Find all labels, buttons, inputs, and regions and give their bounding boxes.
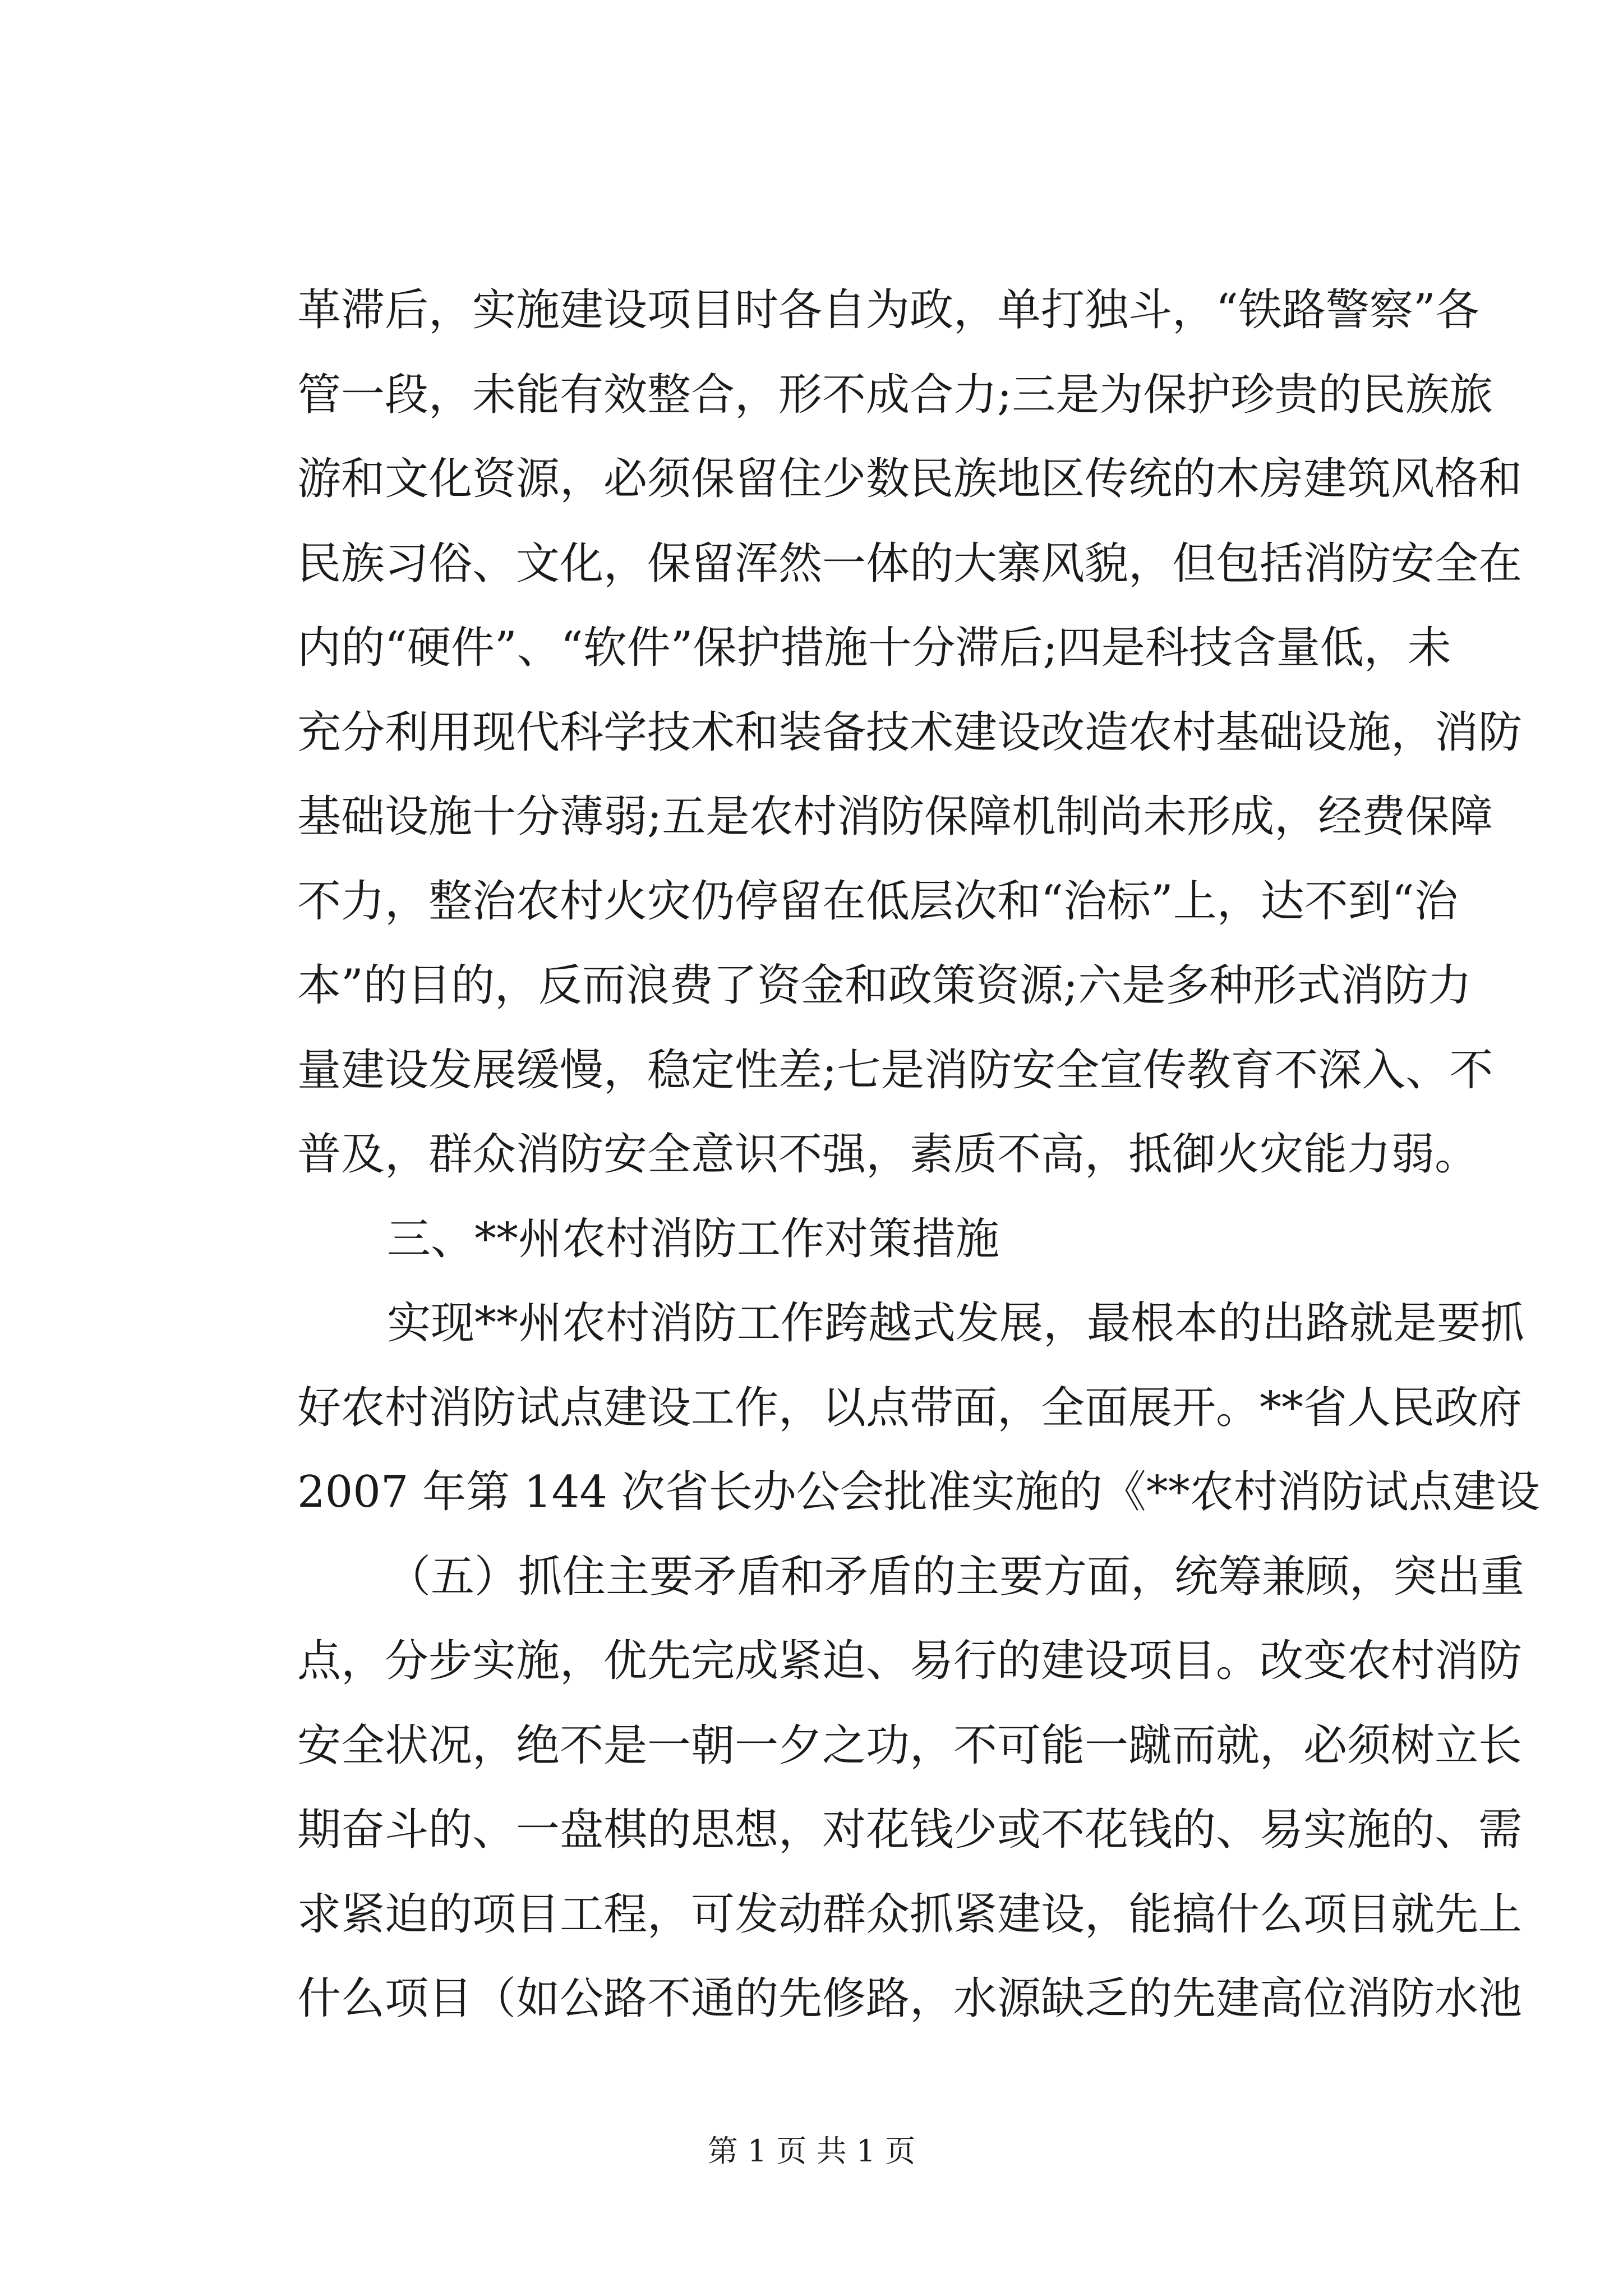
text-line: 点，分步实施，优先完成紧迫、易行的建设项目。改变农村消防 [297, 1636, 1523, 1686]
text-line: 期奋斗的、一盘棋的思想，对花钱少或不花钱的、易实施的、需 [297, 1805, 1523, 1855]
text-line: 实现**州农村消防工作跨越式发展，最根本的出路就是要抓 [387, 1298, 1525, 1349]
text-line: 充分利用现代科学技术和装备技术建设改造农村基础设施，消防 [297, 707, 1523, 758]
text-line: 普及，群众消防安全意识不强，素质不高，抵御火灾能力弱。 [297, 1129, 1479, 1180]
text-line: 民族习俗、文化，保留浑然一体的大寨风貌，但包括消防安全在 [297, 538, 1523, 589]
text-line: 量建设发展缓慢，稳定性差;七是消防安全宣传教育不深入、不 [297, 1045, 1493, 1096]
document-body [297, 268, 1540, 2041]
text-line: （五）抓住主要矛盾和矛盾的主要方面，统筹兼顾，突出重 [387, 1551, 1525, 1602]
text-line: 安全状况，绝不是一朝一夕之功，不可能一蹴而就，必须树立长 [297, 1720, 1523, 1771]
section-heading: 三、**州农村消防工作对策措施 [387, 1213, 1000, 1264]
text-line: 求紧迫的项目工程，可发动群众抓紧建设，能搞什么项目就先上 [297, 1889, 1523, 1940]
text-line: 好农村消防试点建设工作，以点带面，全面展开。**省人民政府 [297, 1382, 1523, 1433]
text-line: 不力，整治农村火灾仍停留在低层次和“治标”上，达不到“治 [297, 876, 1458, 927]
text-line: 2007 年第 144 次省长办公会批准实施的《**农村消防试点建设 [297, 1467, 1540, 1517]
text-line: 本”的目的，反而浪费了资金和政策资源;六是多种形式消防力 [297, 960, 1472, 1011]
text-line: 内的“硬件”、“软件”保护措施十分滞后;四是科技含量低，未 [297, 623, 1451, 673]
text-line: 游和文化资源，必须保留住少数民族地区传统的木房建筑风格和 [297, 454, 1523, 504]
text-line: 革滞后，实施建设项目时各自为政，单打独斗，“铁路警察”各 [297, 285, 1479, 335]
page-number-footer: 第 1 页 共 1 页 [707, 2133, 916, 2169]
text-line: 什么项目（如公路不通的先修路，水源缺乏的先建高位消防水池 [297, 1973, 1523, 2024]
text-line: 管一段，未能有效整合，形不成合力;三是为保护珍贵的民族旅 [297, 369, 1493, 420]
text-line: 基础设施十分薄弱;五是农村消防保障机制尚未形成，经费保障 [297, 792, 1493, 842]
